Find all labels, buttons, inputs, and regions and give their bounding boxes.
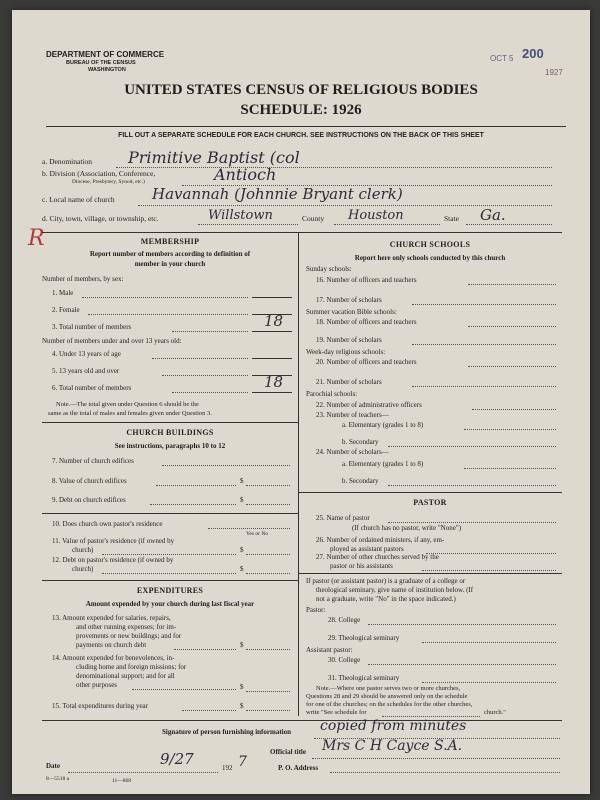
q20-label: 20. Number of officers and teachers <box>316 358 417 366</box>
year-prefix: 192 <box>222 764 233 772</box>
membership-sub-1: Report number of members according to definition of <box>89 250 251 258</box>
schools-sub: Report here only schools conducted by this church <box>354 254 506 262</box>
form-number: 8—5518 a <box>46 776 70 782</box>
local-name-label: c. Local name of church <box>42 195 115 204</box>
pastor-note-1: Note.—Where one pastor serves two or more churches, <box>316 685 461 692</box>
margin-red-mark: R <box>28 226 45 251</box>
q21-label: 21. Number of scholars <box>316 378 382 386</box>
census-schedule-document <box>12 10 590 794</box>
division-value: Antioch <box>214 165 277 184</box>
year-value: 7 <box>238 754 247 770</box>
q23-label: 23. Number of teachers— <box>316 411 389 419</box>
division-label: b. Division (Association, Conference, <box>42 169 156 178</box>
members-by-sex-label: Number of members, by sex: <box>42 275 124 283</box>
q7-edifices-label: 7. Number of church edifices <box>52 457 134 465</box>
q8-dollar: $ <box>240 477 244 485</box>
division-label-2: Diocese, Presbytery, Synod, etc.) <box>72 179 145 185</box>
bureau-label: BUREAU OF THE CENSUS <box>66 60 136 66</box>
q23a-label: a. Elementary (grades 1 to 8) <box>342 421 424 429</box>
q26-label-1: 26. Number of ordained ministers, if any, em- <box>316 536 445 544</box>
received-stamp-number: 200 <box>522 46 544 61</box>
county-label: County <box>302 214 325 223</box>
q6-total-members-label: 6. Total number of members <box>52 384 132 392</box>
local-name-value: Havannah (Johnnie Bryant clerk) <box>152 185 403 203</box>
q3-total-members-value: 18 <box>264 312 284 330</box>
print-number: 11—868 <box>112 778 132 784</box>
q3-total-members-label: 3. Total number of members <box>52 323 132 331</box>
department-label: DEPARTMENT OF COMMERCE <box>46 50 165 59</box>
buildings-sub: See instructions, paragraphs 10 to 12 <box>114 442 226 450</box>
q25-label: 25. Name of pastor <box>316 514 370 522</box>
document-subtitle: SCHEDULE: 1926 <box>240 102 362 118</box>
q11-dollar: $ <box>240 546 244 554</box>
q16-label: 16. Number of officers and teachers <box>316 276 417 284</box>
document-title: UNITED STATES CENSUS OF RELIGIOUS BODIES <box>124 82 478 98</box>
q12-dollar: $ <box>240 565 244 573</box>
q29-label: 29. Theological seminary <box>328 634 400 642</box>
city-town-value: Willstown <box>208 208 273 223</box>
membership-note-2: same as the total of males and females given under Question 3. <box>48 410 212 417</box>
pastor-sub-label: Pastor: <box>306 606 326 614</box>
city-town-label: d. City, town, village, or township, etc. <box>42 214 159 223</box>
received-stamp-date: OCT 5 <box>490 54 514 63</box>
q11-value-residence-label-2: church) <box>72 546 94 554</box>
graduate-note-1: If pastor (or assistant pastor) is a graduate of a college or <box>306 577 466 585</box>
q19-label: 19. Number of scholars <box>316 336 382 344</box>
q12-debt-residence-label-2: church) <box>72 565 94 573</box>
membership-note-1: Note.—The total given under Question 6 should be the <box>56 401 199 408</box>
pastor-note-4: write "See schedule for <box>306 709 367 716</box>
q14-line-2: cluding home and foreign missions; for <box>76 663 187 671</box>
q14-line-1: 14. Amount expended for benevolences, in- <box>52 654 175 662</box>
graduate-note-3: not a graduate, write "No" in the space indicated.) <box>316 595 456 603</box>
q17-label: 17. Number of scholars <box>316 296 382 304</box>
state-label: State <box>444 214 459 223</box>
q13-line-2: and other running expenses; for im- <box>76 623 177 631</box>
po-address-label: P. O. Address <box>278 764 319 772</box>
membership-sub-2: member in your church <box>134 260 206 268</box>
state-value: Ga. <box>480 206 506 224</box>
q6-total-members-value: 18 <box>264 373 284 391</box>
buildings-title: CHURCH BUILDINGS <box>126 428 214 437</box>
assistant-pastor-label: Assistant pastor: <box>306 646 353 654</box>
received-stamp-year: 1927 <box>545 68 563 77</box>
instruction-line: FILL OUT A SEPARATE SCHEDULE FOR EACH CHURCH. SEE INSTRUCTIONS ON THE BACK OF THIS SHEET <box>118 132 484 139</box>
q24b-label: b. Secondary <box>342 477 379 485</box>
q26-label-2: ployed as assistant pastors <box>330 545 404 553</box>
summer-schools-label: Summer vacation Bible schools: <box>306 308 397 316</box>
pastor-title: PASTOR <box>413 498 447 507</box>
q13-line-4: payments on church debt <box>76 641 147 649</box>
q18-label: 18. Number of officers and teachers <box>316 318 417 326</box>
q30-label: 30. College <box>328 656 361 664</box>
q12-debt-residence-label: 12. Debt on pastor's residence (if owned by <box>52 556 174 564</box>
signature-value: copied from minutes <box>320 718 467 734</box>
q24-label: 24. Number of scholars— <box>316 448 389 456</box>
pastor-note-3: for one of the churches; on the schedules for the other churches, <box>306 701 473 708</box>
q15-dollar: $ <box>240 702 244 710</box>
q27-label-1: 27. Number of other churches served by the <box>316 553 439 561</box>
expenditures-sub: Amount expended by your church during last fiscal year <box>85 600 255 608</box>
graduate-note-2: theological seminary, give name of institution below. (If <box>316 586 474 594</box>
q9-dollar: $ <box>240 496 244 504</box>
q2-female-label: 2. Female <box>52 306 80 314</box>
q31-label: 31. Theological seminary <box>328 674 400 682</box>
q24a-label: a. Elementary (grades 1 to 8) <box>342 460 424 468</box>
q27-label-2: pastor or his assistants <box>330 562 393 570</box>
membership-title: MEMBERSHIP <box>140 237 200 246</box>
q15-total-expenditures-label: 15. Total expenditures during year <box>52 702 148 710</box>
q10-residence-label: 10. Does church own pastor's residence <box>52 520 163 528</box>
official-title-value: Mrs C H Cayce S.A. <box>322 738 463 754</box>
q13-dollar: $ <box>240 641 244 649</box>
pastor-note-2: Questions 28 and 29 should be answered only on the schedule <box>306 693 468 700</box>
q10-yes-no-hint: Yes or No <box>246 531 269 537</box>
pastor-note-5: church." <box>484 709 506 716</box>
denomination-value: Primitive Baptist (col <box>128 148 300 167</box>
city-label: WASHINGTON <box>88 67 126 73</box>
official-title-label: Official title <box>270 748 306 756</box>
signature-label: Signature of person furnishing information <box>162 728 291 736</box>
schools-title: CHURCH SCHOOLS <box>389 240 471 249</box>
members-by-age-label: Number of members under and over 13 years old: <box>42 337 182 345</box>
date-label: Date <box>46 762 60 770</box>
denomination-label: a. Denomination <box>42 157 92 166</box>
q1-male-label: 1. Male <box>52 289 74 297</box>
county-value: Houston <box>348 208 404 223</box>
expenditures-title: EXPENDITURES <box>136 586 204 595</box>
sunday-schools-label: Sunday schools: <box>306 265 352 273</box>
q13-line-1: 13. Amount expended for salaries, repairs, <box>52 614 171 622</box>
parochial-schools-label: Parochial schools: <box>306 390 358 398</box>
q22-label: 22. Number of administrative officers <box>316 401 422 409</box>
q28-label: 28. College <box>328 616 361 624</box>
q23b-label: b. Secondary <box>342 438 379 446</box>
q14-line-3: denominational support; and for all <box>76 672 175 680</box>
q13-line-3: provements or new buildings; and for <box>76 632 182 640</box>
q11-value-residence-label: 11. Value of pastor's residence (if owned by <box>52 537 175 545</box>
q5-over-13-label: 5. 13 years old and over <box>52 367 120 375</box>
q4-under-13-label: 4. Under 13 years of age <box>52 350 121 358</box>
q8-value-edifices-label: 8. Value of church edifices <box>52 477 127 485</box>
q9-debt-edifices-label: 9. Debt on church edifices <box>52 496 126 504</box>
weekday-schools-label: Week-day religious schools: <box>306 348 386 356</box>
date-value: 9/27 <box>160 750 194 768</box>
q14-dollar: $ <box>240 683 244 691</box>
q25-hint: (If church has no pastor, write "None") <box>352 524 462 532</box>
q14-line-4: other purposes <box>76 681 118 689</box>
